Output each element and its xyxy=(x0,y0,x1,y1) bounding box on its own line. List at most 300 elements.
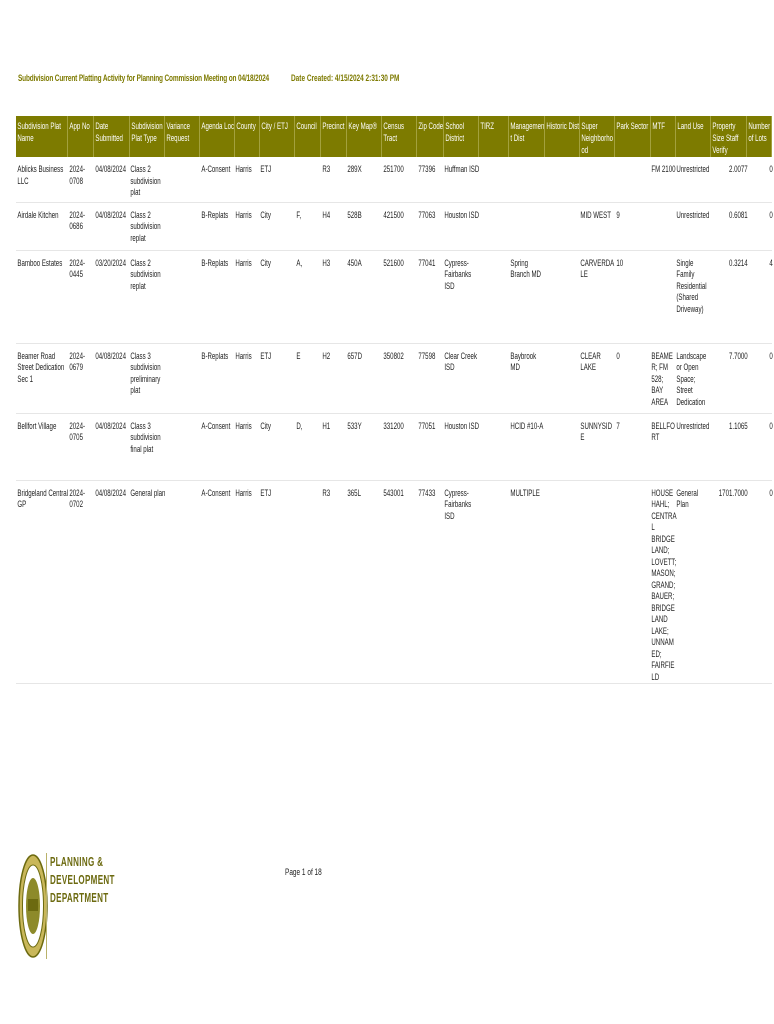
table-cell xyxy=(94,202,129,250)
cell-value: Class 3 subdivision final plat xyxy=(130,420,161,454)
cell-value: 350802 xyxy=(382,350,404,361)
table-cell xyxy=(382,343,417,413)
column-header-label: Super Neighborhood xyxy=(581,121,613,155)
table-cell xyxy=(164,413,199,480)
cell-value xyxy=(164,251,201,258)
table-cell xyxy=(16,157,68,202)
table-cell xyxy=(129,250,164,343)
table-cell xyxy=(650,413,675,480)
table-cell xyxy=(346,480,381,684)
column-header-label: Census Tract xyxy=(383,121,405,143)
cell-value: 0 xyxy=(616,350,620,361)
cell-value: 533Y xyxy=(347,420,362,431)
cell-value: MULTIPLE xyxy=(510,487,540,498)
cell-value: SUNNYSIDE xyxy=(580,420,613,442)
column-header xyxy=(579,116,614,157)
cell-value: HCID #10-A xyxy=(510,420,544,431)
cell-value: 04/08/2024 xyxy=(95,209,126,220)
cell-value xyxy=(579,481,616,488)
table-cell xyxy=(200,413,234,480)
cell-value xyxy=(544,203,581,210)
column-header xyxy=(129,116,164,157)
column-header-label: Precinct xyxy=(322,121,345,131)
table-cell xyxy=(382,480,417,684)
cell-value: 365L xyxy=(347,487,362,498)
cell-value: 2.0077 xyxy=(728,164,748,174)
cell-value: Landscape or Open Space; Street Dedication xyxy=(676,350,707,407)
cell-value: Class 3 subdivision preliminary plat xyxy=(130,350,161,395)
cell-value: Bamboo Estates xyxy=(17,257,63,268)
table-cell xyxy=(650,480,675,684)
table-cell xyxy=(746,413,771,480)
cell-value xyxy=(164,414,201,421)
column-header-label: Subdivision Plat Type xyxy=(130,121,163,143)
planning-department-logo xyxy=(18,853,118,963)
cell-value: R3 xyxy=(322,164,331,174)
table-row xyxy=(16,413,772,480)
logo-line-3: DEPARTMENT xyxy=(50,890,109,905)
cell-value: 0 xyxy=(769,209,773,220)
table-cell xyxy=(417,413,443,480)
cell-value: City xyxy=(260,209,272,220)
cell-value: 1.1065 xyxy=(728,420,748,431)
column-header-label: Park Sector xyxy=(616,121,649,131)
table-cell xyxy=(746,480,771,684)
table-cell xyxy=(129,157,164,202)
cell-value xyxy=(544,414,581,421)
column-header xyxy=(711,116,746,157)
table-cell xyxy=(443,480,478,684)
cell-value xyxy=(615,157,652,164)
table-cell xyxy=(321,202,346,250)
cell-value: City xyxy=(260,257,272,268)
table-cell xyxy=(382,202,417,250)
table-cell xyxy=(579,413,614,480)
cell-value xyxy=(164,203,201,210)
table-cell xyxy=(234,157,259,202)
cell-value: CLEAR LAKE xyxy=(580,350,602,372)
cell-value: Harris xyxy=(235,257,252,268)
table-cell xyxy=(129,202,164,250)
column-header xyxy=(382,116,417,157)
column-header xyxy=(417,116,443,157)
table-cell xyxy=(200,343,234,413)
cell-value: 2024-0445 xyxy=(68,257,85,279)
table-cell xyxy=(579,480,614,684)
logo-line-1: PLANNING & xyxy=(50,854,104,869)
cell-value: R3 xyxy=(322,487,331,498)
cell-value: 10 xyxy=(616,257,623,268)
table-cell xyxy=(259,157,294,202)
cell-value: 289X xyxy=(347,164,362,174)
logo-line-2: DEVELOPMENT xyxy=(50,872,115,887)
table-cell xyxy=(443,413,478,480)
column-header xyxy=(234,116,259,157)
column-header xyxy=(94,116,129,157)
table-cell xyxy=(295,343,321,413)
cell-value: Class 2 subdivision replat xyxy=(130,209,161,243)
table-cell xyxy=(711,343,746,413)
table-cell xyxy=(346,202,381,250)
cell-value: HOUSE HAHL; CENTRAL BRIDGELAND; LOVETT; MASON; GRAND; BAUER; BRIDGELAND LAKE; UNNAMED; FAIRFIELD xyxy=(651,487,677,682)
table-cell xyxy=(346,157,381,202)
table-cell xyxy=(68,413,94,480)
table-cell xyxy=(259,202,294,250)
table-cell xyxy=(234,202,259,250)
cell-value: F, xyxy=(296,209,301,220)
table-cell xyxy=(478,250,508,343)
table-cell xyxy=(234,480,259,684)
cell-value: MID WEST xyxy=(580,209,612,220)
column-header-label: Land Use xyxy=(677,121,704,131)
column-header-label: Council xyxy=(296,121,317,131)
table-cell xyxy=(295,413,321,480)
table-cell xyxy=(417,202,443,250)
cell-value: BELLFORT xyxy=(651,420,675,442)
cell-value xyxy=(478,344,510,351)
table-cell xyxy=(382,157,417,202)
cell-value: Harris xyxy=(235,209,252,220)
table-cell xyxy=(164,343,199,413)
cell-value: General plan xyxy=(130,487,166,498)
cell-value: Single Family Residential (Shared Driveway) xyxy=(676,257,708,314)
cell-value: Clear Creek ISD xyxy=(444,350,478,372)
cell-value: City xyxy=(260,420,272,431)
table-cell xyxy=(417,250,443,343)
cell-value: 528B xyxy=(347,209,362,220)
table-cell xyxy=(129,480,164,684)
cell-value: 543001 xyxy=(382,487,404,498)
cell-value: 7 xyxy=(616,420,620,431)
table-cell xyxy=(234,250,259,343)
column-header xyxy=(346,116,381,157)
table-cell xyxy=(711,202,746,250)
report-title: Subdivision Current Platting Activity for Planning Commission Meeting on 04/18/2024 xyxy=(18,73,270,83)
cell-value: Class 2 subdivision replat xyxy=(130,257,161,291)
cell-value: 521600 xyxy=(382,257,404,268)
table-cell xyxy=(16,343,68,413)
column-header xyxy=(443,116,478,157)
table-cell xyxy=(68,480,94,684)
cell-value: General Plan xyxy=(676,487,699,509)
column-header xyxy=(615,116,650,157)
cell-value: Unrestricted xyxy=(676,209,710,220)
cell-value: 77396 xyxy=(418,164,436,174)
column-header xyxy=(544,116,579,157)
table-header-row xyxy=(16,116,772,157)
table-cell xyxy=(443,157,478,202)
city-seal-icon xyxy=(18,853,48,959)
table-cell xyxy=(478,480,508,684)
cell-value xyxy=(509,203,546,210)
table-cell xyxy=(16,480,68,684)
table-cell xyxy=(16,413,68,480)
cell-value: Airdale Kitchen xyxy=(17,209,59,220)
cell-value xyxy=(295,481,323,488)
cell-value xyxy=(478,251,510,258)
cell-value: B-Replats xyxy=(201,350,229,361)
column-header-label: Variance Request xyxy=(166,121,191,143)
cell-value: Unrestricted xyxy=(676,164,710,174)
table-cell xyxy=(675,202,710,250)
table-cell xyxy=(382,250,417,343)
date-created: Date Created: 4/15/2024 2:31:30 PM xyxy=(291,73,400,83)
cell-value: ETJ xyxy=(260,350,272,361)
cell-value: 03/20/2024 xyxy=(95,257,126,268)
table-cell xyxy=(68,157,94,202)
table-cell xyxy=(234,413,259,480)
cell-value: A-Consent xyxy=(201,420,231,431)
table-cell xyxy=(321,413,346,480)
cell-value: Harris xyxy=(235,350,252,361)
table-row xyxy=(16,343,772,413)
column-header xyxy=(321,116,346,157)
table-cell xyxy=(650,202,675,250)
cell-value: 421500 xyxy=(382,209,404,220)
table-cell xyxy=(443,202,478,250)
table-cell xyxy=(509,157,544,202)
table-cell xyxy=(675,250,710,343)
cell-value: 1701.7000 xyxy=(718,487,748,498)
cell-value: Houston ISD xyxy=(444,209,480,220)
platting-activity-table xyxy=(16,116,772,684)
column-header xyxy=(259,116,294,157)
cell-value: ETJ xyxy=(260,164,272,174)
cell-value: 2024-0708 xyxy=(68,164,85,186)
table-cell xyxy=(94,480,129,684)
table-row xyxy=(16,250,772,343)
cell-value: 0 xyxy=(769,164,773,174)
table-cell xyxy=(417,157,443,202)
cell-value xyxy=(650,203,677,210)
table-cell xyxy=(16,250,68,343)
cell-value xyxy=(650,251,677,258)
table-cell xyxy=(94,157,129,202)
table-row xyxy=(16,480,772,684)
table-cell xyxy=(478,343,508,413)
cell-value: 331200 xyxy=(382,420,404,431)
cell-value: 77598 xyxy=(418,350,436,361)
cell-value: 7.7000 xyxy=(728,350,748,361)
cell-value: Houston ISD xyxy=(444,420,480,431)
column-header-label: Key Map® xyxy=(348,121,377,131)
column-header xyxy=(650,116,675,157)
cell-value xyxy=(164,481,201,488)
table-cell xyxy=(615,480,650,684)
cell-value: 04/08/2024 xyxy=(95,420,126,431)
column-header xyxy=(675,116,710,157)
cell-value: 0.3214 xyxy=(728,257,748,268)
table-cell xyxy=(544,480,579,684)
table-cell xyxy=(544,157,579,202)
column-header-label: City / ETJ xyxy=(261,121,288,131)
cell-value: 77063 xyxy=(418,209,436,220)
table-cell xyxy=(711,480,746,684)
table-cell xyxy=(478,413,508,480)
table-cell xyxy=(259,480,294,684)
cell-value: 657D xyxy=(347,350,363,361)
column-header xyxy=(746,116,771,157)
cell-value: 251700 xyxy=(382,164,404,174)
table-cell xyxy=(346,413,381,480)
table-cell xyxy=(295,250,321,343)
table-cell xyxy=(443,343,478,413)
cell-value: 04/08/2024 xyxy=(95,350,126,361)
column-header-label: MTF xyxy=(652,121,665,131)
table-cell xyxy=(675,413,710,480)
cell-value: H2 xyxy=(322,350,331,361)
table-cell xyxy=(164,157,199,202)
table-cell xyxy=(544,250,579,343)
table-cell xyxy=(129,343,164,413)
table-cell xyxy=(675,343,710,413)
cell-value: Spring Branch MD xyxy=(510,257,541,279)
cell-value: H4 xyxy=(322,209,331,220)
cell-value: Class 2 subdivision plat xyxy=(130,164,161,197)
cell-value xyxy=(295,157,323,164)
table-cell xyxy=(321,480,346,684)
table-cell xyxy=(746,157,771,202)
cell-value xyxy=(164,344,201,351)
column-header-label: Agenda Loc xyxy=(201,121,235,131)
table-cell xyxy=(478,202,508,250)
cell-value xyxy=(544,344,581,351)
column-header xyxy=(164,116,199,157)
cell-value: A-Consent xyxy=(201,164,231,174)
column-header xyxy=(68,116,94,157)
cell-value: 2024-0702 xyxy=(68,487,85,509)
table-cell xyxy=(615,413,650,480)
table-cell xyxy=(234,343,259,413)
table-cell xyxy=(68,343,94,413)
table-cell xyxy=(544,343,579,413)
column-header-label: County xyxy=(235,121,256,131)
cell-value: H1 xyxy=(322,420,331,431)
table-cell xyxy=(615,157,650,202)
column-header xyxy=(200,116,234,157)
cell-value: ETJ xyxy=(260,487,272,498)
cell-value: 77433 xyxy=(418,487,436,498)
column-header xyxy=(295,116,321,157)
table-cell xyxy=(615,343,650,413)
table-cell xyxy=(346,343,381,413)
table-cell xyxy=(579,250,614,343)
table-cell xyxy=(711,157,746,202)
table-cell xyxy=(746,202,771,250)
column-header-label: Subdivision Plat Name xyxy=(17,121,61,143)
cell-value: E xyxy=(296,350,301,361)
column-header-label: Number of Lots xyxy=(747,121,770,143)
cell-value: 2024-0686 xyxy=(68,209,85,231)
column-header-label: Historic Dist xyxy=(545,121,579,131)
table-cell xyxy=(544,202,579,250)
table-cell xyxy=(16,202,68,250)
cell-value: B-Replats xyxy=(201,209,229,220)
table-cell xyxy=(164,480,199,684)
logo-text xyxy=(50,853,115,907)
page-number: Page 1 of 18 xyxy=(285,867,322,877)
column-header-label: Management Dist xyxy=(510,121,545,143)
table-cell xyxy=(711,413,746,480)
table-cell xyxy=(200,250,234,343)
cell-value: Unrestricted xyxy=(676,420,710,431)
cell-value xyxy=(478,414,510,421)
cell-value: D, xyxy=(296,420,303,431)
column-header-label: Date Submitted xyxy=(95,121,124,143)
table-cell xyxy=(579,343,614,413)
table-cell xyxy=(478,157,508,202)
report-header xyxy=(18,73,758,87)
cell-value xyxy=(478,203,510,210)
cell-value: Beamer Road Street Dedication Sec 1 xyxy=(17,350,65,384)
cell-value: 04/08/2024 xyxy=(95,487,126,498)
cell-value: Harris xyxy=(235,164,252,174)
table-cell xyxy=(746,250,771,343)
column-header-label: App No xyxy=(69,121,90,131)
cell-value: 2024-0679 xyxy=(68,350,85,372)
cell-value: 0 xyxy=(769,350,773,361)
table-cell xyxy=(711,250,746,343)
cell-value: Huffman ISD xyxy=(444,164,480,174)
column-header xyxy=(16,116,68,157)
cell-value: 2024-0705 xyxy=(68,420,85,442)
cell-value: A-Consent xyxy=(201,487,231,498)
table-cell xyxy=(509,250,544,343)
column-header-label: School District xyxy=(445,121,464,143)
cell-value: 4 xyxy=(769,257,773,268)
table-cell xyxy=(382,413,417,480)
table-cell xyxy=(544,413,579,480)
table-cell xyxy=(579,157,614,202)
cell-value: 9 xyxy=(616,209,620,220)
cell-value xyxy=(478,157,510,164)
cell-value xyxy=(579,157,616,164)
table-cell xyxy=(259,413,294,480)
logo-divider xyxy=(46,853,47,959)
cell-value: FM 2100 xyxy=(651,164,676,174)
table-cell xyxy=(321,157,346,202)
cell-value: Harris xyxy=(235,487,252,498)
table-cell xyxy=(509,343,544,413)
cell-value: 77041 xyxy=(418,257,436,268)
cell-value: Baybrook MD xyxy=(510,350,537,372)
table-cell xyxy=(650,157,675,202)
column-header-label: Property Size Staff Verify xyxy=(712,121,739,155)
cell-value: BEAMER; FM 528; BAY AREA xyxy=(651,350,673,407)
table-cell xyxy=(200,202,234,250)
table-cell xyxy=(295,480,321,684)
table-cell xyxy=(200,157,234,202)
cell-value xyxy=(164,157,201,164)
table-cell xyxy=(746,343,771,413)
table-cell xyxy=(321,343,346,413)
table-cell xyxy=(259,343,294,413)
table-cell xyxy=(259,250,294,343)
table-cell xyxy=(417,343,443,413)
cell-value: Harris xyxy=(235,420,252,431)
cell-value xyxy=(615,481,652,488)
cell-value: Cypress-Fairbanks ISD xyxy=(444,257,472,291)
cell-value: Bridgeland Central GP xyxy=(17,487,69,509)
cell-value: CARVERDALE xyxy=(580,257,615,279)
table-cell xyxy=(321,250,346,343)
table-row xyxy=(16,202,772,250)
cell-value: A, xyxy=(296,257,302,268)
table-cell xyxy=(650,250,675,343)
cell-value xyxy=(544,157,581,164)
table-cell xyxy=(675,480,710,684)
table-cell xyxy=(200,480,234,684)
